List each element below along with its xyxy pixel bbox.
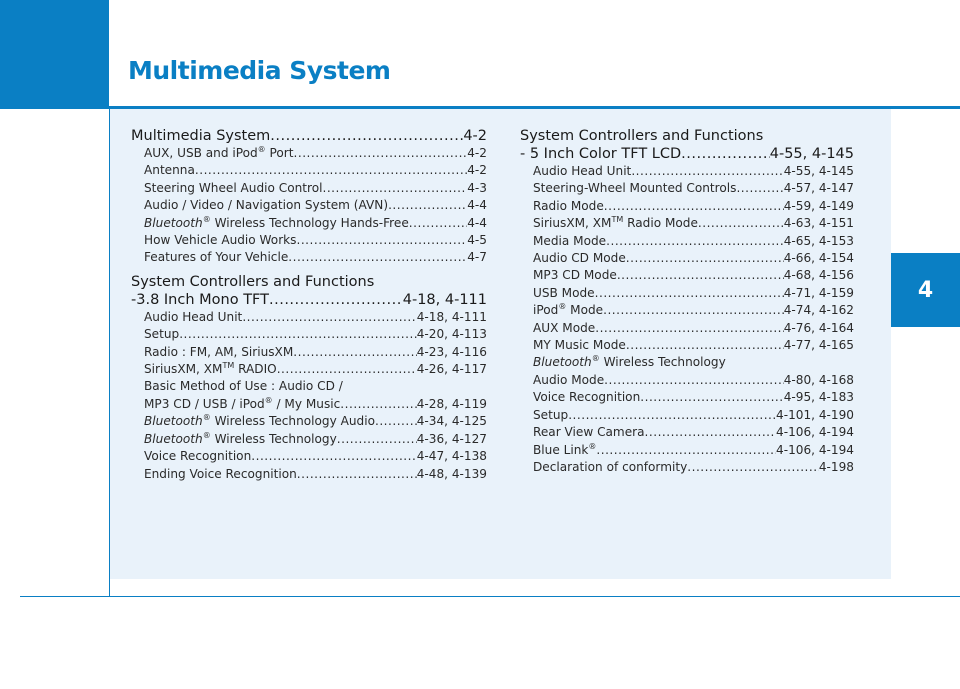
toc-item-aux-usb-ipod[interactable]: AUX, USB and iPod® Port ..... 4-2 — [131, 145, 487, 162]
toc-item-mp3-cd[interactable]: MP3 CD Mode ..... 4-68, 4-156 — [520, 267, 854, 284]
toc-item-bt-line1: Bluetooth® Wireless Technology — [533, 354, 726, 370]
toc-item-basic-method[interactable]: MP3 CD / USB / iPod® / My Music ..... 4-28, 4-119 — [131, 396, 487, 413]
toc-section-mono-tft[interactable]: -3.8 Inch Mono TFT ..... 4-18, 4-111 — [131, 291, 487, 309]
toc-section-multimedia[interactable]: Multimedia System ..... 4-2 — [131, 127, 487, 145]
toc-item-usb-mode[interactable]: USB Mode ..... 4-71, 4-159 — [520, 285, 854, 302]
toc-item-audio-cd[interactable]: Audio CD Mode ..... 4-66, 4-154 — [520, 250, 854, 267]
toc-item-setup-lcd[interactable]: Setup ..... 4-101, 4-190 — [520, 407, 854, 424]
toc-item-head-unit[interactable]: Audio Head Unit ..... 4-18, 4-111 — [131, 309, 487, 326]
header-accent-block — [0, 0, 109, 109]
chapter-number: 4 — [917, 277, 934, 303]
toc-item-aux-mode[interactable]: AUX Mode ..... 4-76, 4-164 — [520, 320, 854, 337]
toc-item-ipod-mode[interactable]: iPod® Mode ..... 4-74, 4-162 — [520, 302, 854, 319]
chapter-tab[interactable] — [891, 253, 960, 327]
toc-item-blue-link[interactable]: Blue Link® ..... 4-106, 4-194 — [520, 442, 854, 459]
page-title: Multimedia System — [128, 56, 391, 85]
toc-item-steering-audio[interactable]: Steering Wheel Audio Control ..... 4-3 — [131, 180, 487, 197]
toc-item-how-audio-works[interactable]: How Vehicle Audio Works ..... 4-5 — [131, 232, 487, 249]
toc-section-color-lcd[interactable]: - 5 Inch Color TFT LCD ..... 4-55, 4-145 — [520, 145, 854, 163]
toc-item-ending-voice[interactable]: Ending Voice Recognition ..... 4-48, 4-139 — [131, 466, 487, 483]
toc-item-radio[interactable]: Radio : FM, AM, SiriusXM ..... 4-23, 4-116 — [131, 344, 487, 361]
toc-item-rear-camera[interactable]: Rear View Camera ..... 4-106, 4-194 — [520, 424, 854, 441]
toc-item-setup[interactable]: Setup ..... 4-20, 4-113 — [131, 326, 487, 343]
toc-item-basic-method-line1: Basic Method of Use : Audio CD / — [144, 379, 343, 394]
toc-item-features[interactable]: Features of Your Vehicle ..... 4-7 — [131, 249, 487, 266]
toc-item-avn[interactable]: Audio / Video / Navigation System (AVN) ..... 4-4 — [131, 197, 487, 214]
left-margin-line — [109, 109, 110, 597]
toc-item-voice-recognition[interactable]: Voice Recognition ..... 4-47, 4-138 — [131, 448, 487, 465]
toc-section-color-lcd-line1: System Controllers and Functions — [520, 128, 764, 144]
toc-item-bt-tech[interactable]: Bluetooth® Wireless Technology ..... 4-36, 4-127 — [131, 431, 487, 448]
toc-left-column — [131, 124, 487, 483]
toc-item-radio-mode[interactable]: Radio Mode ..... 4-59, 4-149 — [520, 198, 854, 215]
toc-section-mono-tft-line1: System Controllers and Functions — [131, 273, 375, 290]
toc-item-media-mode[interactable]: Media Mode ..... 4-65, 4-153 — [520, 233, 854, 250]
toc-item-siriusxm-mode[interactable]: SiriusXM, XM™ Radio Mode ..... 4-63, 4-151 — [520, 215, 854, 232]
toc-item-siriusxm-radio[interactable]: SiriusXM, XM™ RADIO ..... 4-26, 4-117 — [131, 361, 487, 378]
toc-item-my-music[interactable]: MY Music Mode ..... 4-77, 4-165 — [520, 337, 854, 354]
toc-item-declaration[interactable]: Declaration of conformity ..... 4-198 — [520, 459, 854, 476]
toc-item-bt-handsfree[interactable]: Bluetooth® Wireless Technology Hands-Free ..... 4-4 — [131, 215, 487, 232]
toc-item-head-unit-lcd[interactable]: Audio Head Unit ..... 4-55, 4-145 — [520, 163, 854, 180]
toc-item-antenna[interactable]: Antenna ..... 4-2 — [131, 162, 487, 179]
toc-item-steering-controls[interactable]: Steering-Wheel Mounted Controls ..... 4-57, 4-147 — [520, 180, 854, 197]
toc-right-column — [520, 124, 854, 476]
toc-item-bt-audio[interactable]: Bluetooth® Wireless Technology Audio ..... 4-34, 4-125 — [131, 413, 487, 430]
toc-item-bt-audio-mode[interactable]: Audio Mode ..... 4-80, 4-168 — [520, 372, 854, 389]
toc-item-voice-recognition-lcd[interactable]: Voice Recognition ..... 4-95, 4-183 — [520, 389, 854, 406]
footer-rule — [20, 596, 960, 597]
